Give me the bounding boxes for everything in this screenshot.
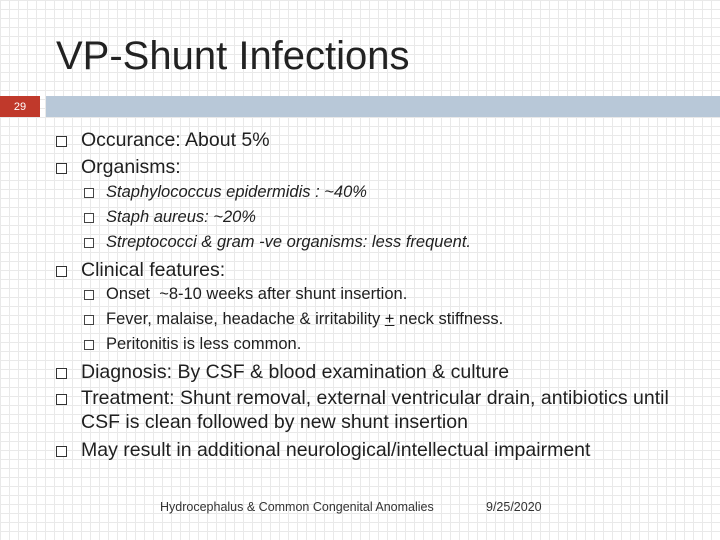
sub-bullet-square-icon (84, 213, 94, 223)
bullet-treatment (81, 386, 681, 434)
bullet-text: Treatment: Shunt removal, external ventricular drain, antibiotics until CSF is clean followed by new shunt insertion (81, 387, 669, 433)
bullet-square-icon (56, 394, 67, 405)
footer-date: 9/25/2020 (486, 500, 542, 514)
bullet-square-icon (56, 368, 67, 379)
sub-bullet-text: Onset ~8-10 weeks after shunt insertion. (106, 285, 408, 303)
bullet-occurrence (81, 128, 691, 152)
sub-bullet-square-icon (84, 188, 94, 198)
bullet-square-icon (56, 136, 67, 147)
slide-title: VP-Shunt Infections (56, 34, 410, 78)
sub-bullet-text: neck stiffness. (394, 310, 504, 328)
bullet-text: Clinical features: (81, 259, 226, 281)
sub-bullet-square-icon (84, 290, 94, 300)
bullet-text: May result in additional neurological/intellectual impairment (81, 439, 591, 461)
bullet-outcome (81, 438, 691, 462)
bullet-text: Diagnosis: By CSF & blood examination & culture (81, 361, 510, 383)
sub-bullet-text: Fever, malaise, headache & irritability (106, 310, 385, 328)
sub-bullet-text: Streptococci & gram -ve organisms: less frequent. (106, 233, 471, 251)
sub-bullet-text: Peritonitis is less common. (106, 335, 302, 353)
sub-bullet-text: Staph aureus: ~20% (106, 208, 256, 226)
bullet-organisms (81, 155, 691, 179)
sub-bullet-square-icon (84, 315, 94, 325)
sub-bullet-clinical (106, 284, 686, 305)
sub-bullet-text: Staphylococcus epidermidis : ~40% (106, 183, 367, 201)
bullet-square-icon (56, 266, 67, 277)
footer-title: Hydrocephalus & Common Congenital Anomalies (160, 500, 434, 514)
sub-bullet-organism (106, 232, 686, 253)
bullet-text: Organisms: (81, 156, 181, 178)
sub-bullet-square-icon (84, 340, 94, 350)
bullet-square-icon (56, 163, 67, 174)
bullet-text: Occurance: About 5% (81, 129, 270, 151)
sub-bullet-organism (106, 207, 686, 228)
sub-bullet-clinical (106, 309, 686, 330)
bullet-diagnosis (81, 360, 691, 384)
title-rule-bar (46, 96, 720, 117)
slide-number: 29 (0, 96, 40, 117)
sub-bullet-square-icon (84, 238, 94, 248)
sub-bullet-organism (106, 182, 686, 203)
bullet-clinical (81, 258, 691, 282)
sub-bullet-clinical (106, 334, 686, 355)
bullet-square-icon (56, 446, 67, 457)
plus-minus-sign: + (384, 310, 395, 328)
